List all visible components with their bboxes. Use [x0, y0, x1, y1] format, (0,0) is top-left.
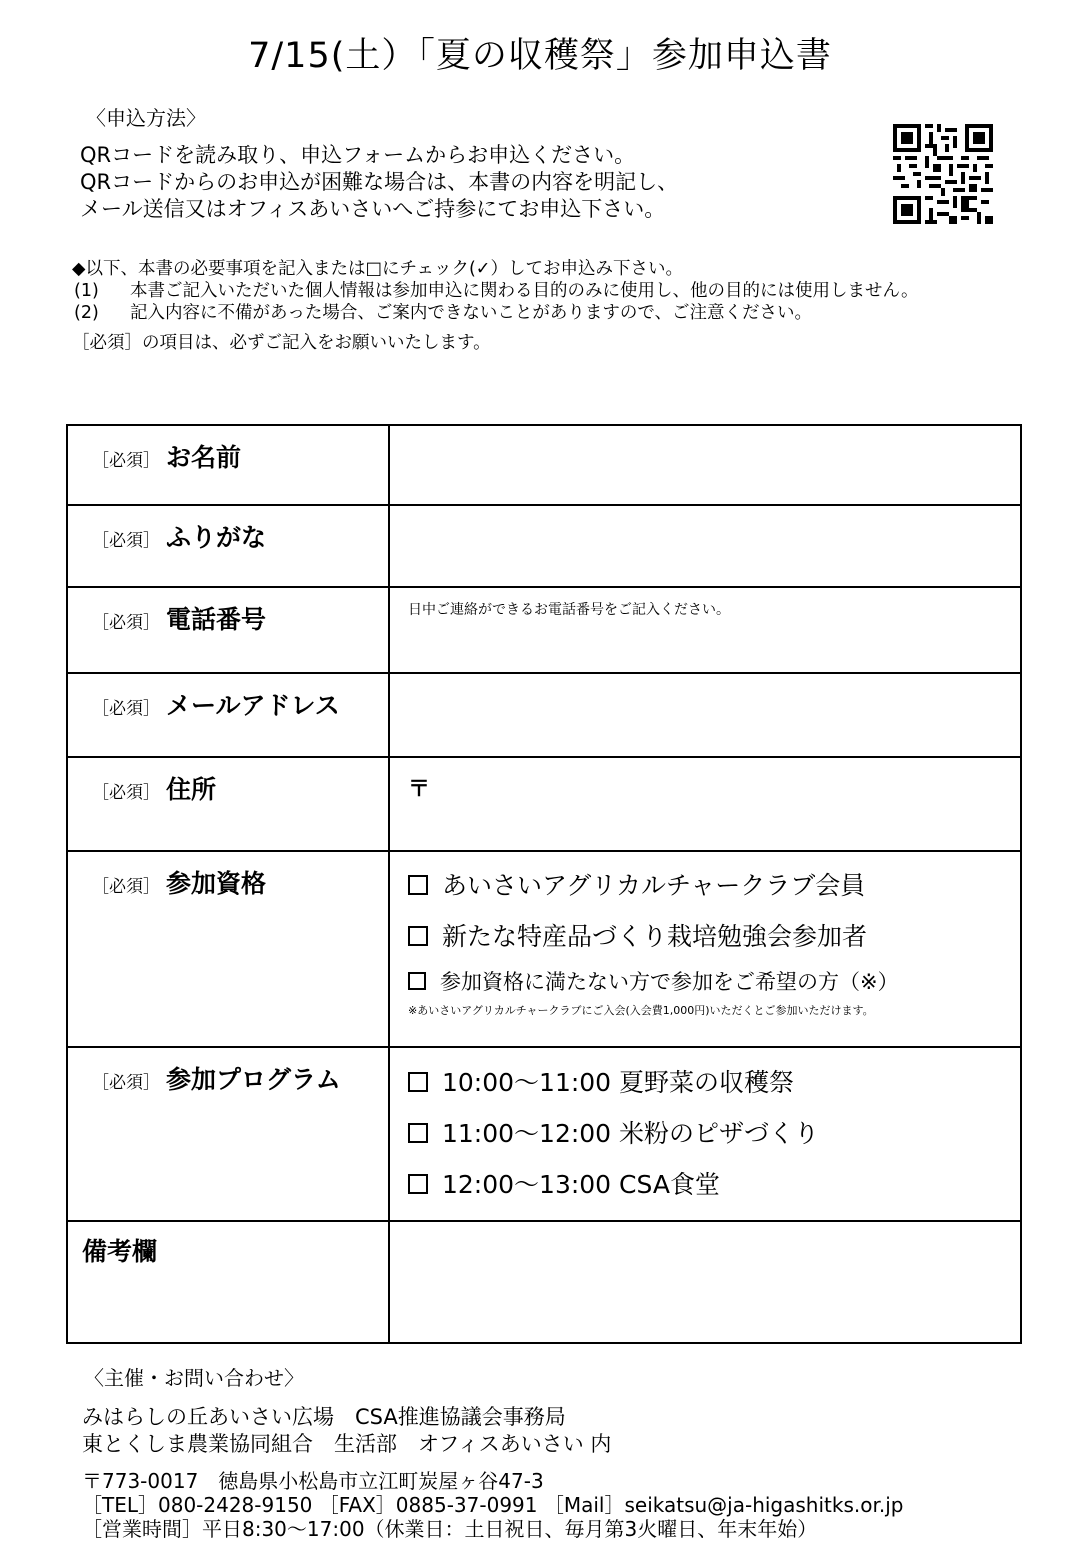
phone-field[interactable]	[389, 587, 1021, 673]
required-tag: ［必須］	[92, 531, 160, 551]
qualification-label: 参加資格	[166, 869, 267, 898]
postal-mark: 〒	[408, 777, 431, 802]
method-line: メール送信又はオフィスあいさいへご持参にてお申込下さい。	[80, 197, 666, 221]
organizer-info	[82, 1404, 611, 1458]
checkbox[interactable]	[408, 875, 428, 895]
qualification-label-cell	[67, 851, 389, 1047]
program-option[interactable]	[408, 1159, 1020, 1210]
contact-details	[82, 1469, 903, 1541]
note-item	[72, 302, 1032, 324]
option-label: 10:00～11:00 夏野菜の収穫祭	[442, 1068, 795, 1097]
phone-label-cell	[67, 587, 389, 673]
checkbox[interactable]	[408, 972, 426, 990]
note-text: 本書ご記入いただいた個人情報は参加申込に関わる目的のみに使用し、他の目的には使用しません。	[130, 281, 919, 301]
furigana-label-cell	[67, 505, 389, 587]
furigana-label: ふりがな	[166, 523, 267, 552]
email-field[interactable]	[389, 673, 1021, 757]
organizer-line: 東とくしま農業協同組合 生活部 オフィスあいさい 内	[82, 1432, 612, 1456]
application-form-table	[66, 424, 1022, 1344]
program-label: 参加プログラム	[166, 1065, 341, 1094]
name-label: お名前	[166, 443, 242, 472]
notes-intro: ◆以下、本書の必要事項を記入または□にチェック(✓）してお申込み下さい。	[72, 259, 683, 279]
required-tag: ［必須］	[92, 783, 160, 803]
required-tag: ［必須］	[92, 877, 160, 897]
postal-address: 〒773-0017 徳島県小松島市立江町炭屋ヶ谷47-3	[82, 1469, 544, 1493]
organizer-line: みはらしの丘あいさい広場 CSA推進協議会事務局	[82, 1405, 566, 1429]
option-label: 参加資格に満たない方で参加をご希望の方（※）	[440, 970, 899, 994]
address-label-cell	[67, 757, 389, 851]
checkbox[interactable]	[408, 926, 428, 946]
program-option[interactable]	[408, 1108, 1020, 1159]
phone-fax-mail: ［TEL］080-2428-9150 ［FAX］0885-37-0991 ［Mail］seikatsu@ja-higashitks.or.jp	[82, 1493, 904, 1517]
qualification-option[interactable]	[408, 911, 1020, 962]
option-label: 12:00～13:00 CSA食堂	[442, 1170, 720, 1199]
required-tag: ［必須］	[92, 451, 160, 471]
qualification-footnote: ※あいさいアグリカルチャークラブにご入会(入会費1,000円)いただくとご参加いただけます。	[408, 1004, 874, 1017]
phone-hint: 日中ご連絡ができるお電話番号をご記入ください。	[408, 602, 730, 618]
option-label: 新たな特産品づくり栽培勉強会参加者	[442, 922, 868, 951]
method-line: QRコードからのお申込が困難な場合は、本書の内容を明記し、	[80, 170, 679, 194]
name-label-cell	[67, 425, 389, 505]
address-label: 住所	[166, 775, 217, 804]
option-label: あいさいアグリカルチャークラブ会員	[442, 871, 866, 900]
required-tag: ［必須］	[92, 1073, 160, 1093]
contact-heading: 〈主催・お問い合わせ〉	[84, 1366, 304, 1390]
address-field[interactable]	[389, 757, 1021, 851]
business-hours: ［営業時間］平日8:30～17:00（休業日：土日祝日、毎月第3火曜日、年末年始）	[82, 1517, 818, 1541]
required-tag: ［必須］	[92, 699, 160, 719]
program-option[interactable]	[408, 1057, 1020, 1108]
program-options	[389, 1047, 1021, 1221]
remarks-field[interactable]	[389, 1221, 1021, 1343]
qualification-option[interactable]	[408, 860, 1020, 911]
required-tag: ［必須］	[92, 613, 160, 633]
qr-code-icon[interactable]	[893, 124, 993, 224]
qualification-options	[389, 851, 1021, 1047]
method-line: QRコードを読み取り、申込フォームからお申込ください。	[80, 143, 636, 167]
checkbox[interactable]	[408, 1174, 428, 1194]
checkbox[interactable]	[408, 1072, 428, 1092]
qualification-option[interactable]	[408, 962, 1020, 1002]
note-text: 記入内容に不備があった場合、ご案内できないことがありますので、ご注意ください。	[130, 303, 812, 323]
email-label: メールアドレス	[166, 691, 340, 720]
phone-label: 電話番号	[166, 605, 267, 634]
page-title: 7/15(土）「夏の収穫祭」参加申込書	[248, 36, 832, 76]
name-field[interactable]	[389, 425, 1021, 505]
required-note: ［必須］の項目は、必ずご記入をお願いいたします。	[72, 333, 491, 353]
option-label: 11:00～12:00 米粉のピザづくり	[442, 1119, 820, 1148]
note-number: (2)	[74, 303, 99, 323]
method-heading: 〈申込方法〉	[86, 106, 206, 130]
furigana-field[interactable]	[389, 505, 1021, 587]
method-instructions	[80, 142, 678, 223]
note-item	[72, 280, 1032, 302]
program-label-cell	[67, 1047, 389, 1221]
instruction-notes	[72, 258, 1032, 354]
remarks-label: 備考欄	[82, 1237, 158, 1266]
remarks-label-cell	[67, 1221, 389, 1343]
note-number: (1)	[74, 281, 99, 301]
checkbox[interactable]	[408, 1123, 428, 1143]
email-label-cell	[67, 673, 389, 757]
